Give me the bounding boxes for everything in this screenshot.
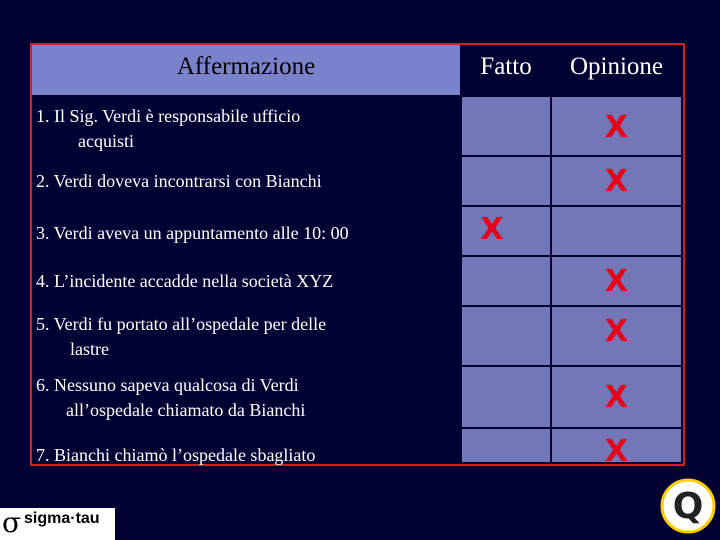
opinione-mark: X: [604, 434, 629, 469]
table-row: [32, 367, 683, 429]
statement-cell: [32, 97, 462, 157]
fatto-cell: [462, 307, 552, 367]
opinione-cell: [552, 367, 683, 429]
opinione-cell: [552, 257, 683, 307]
opinione-mark: X: [604, 110, 629, 145]
table-row: [32, 157, 683, 207]
statement-text-cont: all’ospedale chiamato da Bianchi: [66, 400, 306, 420]
opinione-mark: X: [604, 380, 629, 415]
table-row: [32, 257, 683, 307]
header-affermazione: Affermazione: [176, 53, 316, 80]
opinione-mark: X: [604, 264, 629, 299]
svg-text:Q: Q: [672, 486, 704, 527]
statement-cell: [32, 257, 462, 307]
statement-text: 3. Verdi aveva un appuntamento alle 10: 00: [36, 223, 349, 243]
opinione-mark: X: [604, 164, 629, 199]
header-cell-fatto: [462, 45, 552, 97]
statement-text: 7. Bianchi chiamò l’ospedale sbagliato: [36, 445, 316, 465]
opinione-cell: [552, 157, 683, 207]
sigma-tau-logo: [0, 508, 115, 540]
fatto-cell: [462, 97, 552, 157]
opinione-cell: [552, 207, 683, 257]
table-row: [32, 207, 683, 257]
table-header-row: [32, 45, 683, 97]
table-row: [32, 97, 683, 157]
fatto-cell: [462, 367, 552, 429]
opinione-cell: [552, 97, 683, 157]
opinione-mark: X: [604, 314, 629, 349]
header-cell-affermazione: [32, 45, 462, 97]
statement-text: 6. Nessuno sapeva qualcosa di Verdi: [36, 375, 299, 395]
statement-cell: [32, 429, 462, 464]
statement-text-cont: acquisti: [78, 131, 134, 151]
statement-text: 1. Il Sig. Verdi è responsabile ufficio: [36, 106, 301, 126]
opinione-cell: [552, 429, 683, 469]
statement-cell: [32, 207, 462, 257]
logo-name: sigma·tau: [24, 510, 100, 527]
table-row: [32, 307, 683, 367]
header-fatto: Fatto: [480, 53, 532, 80]
fatto-cell: [462, 257, 552, 307]
statement-text: 4. L’incidente accadde nella società XYZ: [36, 271, 334, 291]
statement-cell: [32, 307, 462, 367]
header-opinione: Opinione: [569, 53, 664, 80]
statement-text: 5. Verdi fu portato all’ospedale per delle: [36, 314, 327, 334]
statement-text-cont: lastre: [70, 339, 109, 359]
statement-text: 2. Verdi doveva incontrarsi con Bianchi: [36, 171, 322, 191]
q-quality-logo-icon: [660, 478, 716, 534]
sigma-symbol-icon: σ: [2, 506, 22, 539]
opinione-cell: [552, 307, 683, 367]
statement-cell: [32, 367, 462, 429]
fatto-cell: [462, 207, 552, 257]
statement-cell: [32, 157, 462, 207]
fatto-cell: [462, 429, 552, 464]
statements-table: [30, 43, 685, 469]
fatto-cell: [462, 157, 552, 207]
table-row: [32, 429, 683, 469]
header-cell-opinione: [552, 45, 683, 97]
fatto-mark: X: [480, 212, 504, 247]
